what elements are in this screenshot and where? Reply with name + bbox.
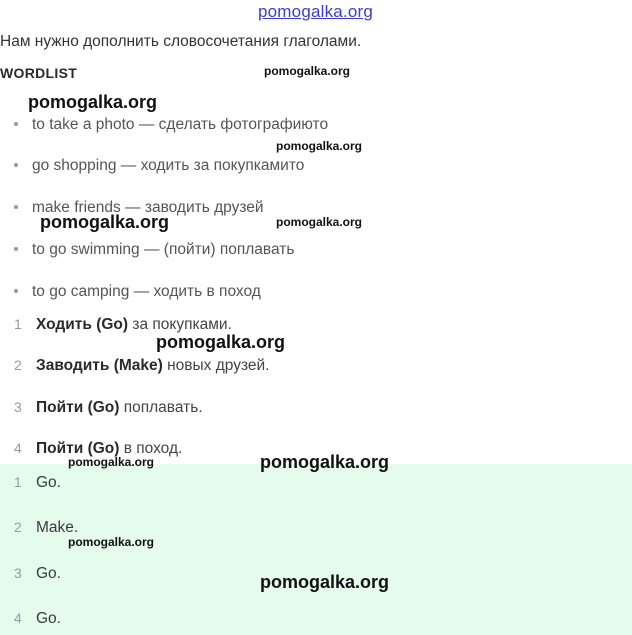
task-answer-verb: Пойти (Go) — [36, 399, 120, 416]
wordlist-item — [14, 157, 304, 175]
wordlist-title: WORDLIST — [0, 65, 78, 81]
task-number: 3 — [14, 399, 22, 415]
task-text: в поход. — [119, 440, 183, 457]
task-number: 4 — [14, 440, 22, 456]
answer-number: 2 — [14, 519, 22, 535]
answer-row — [14, 565, 61, 583]
site-link[interactable]: pomogalka.org — [258, 2, 374, 21]
answer-text: Make. — [36, 519, 79, 536]
bullet-icon — [14, 247, 18, 251]
answer-number: 1 — [14, 474, 22, 490]
answers-panel — [0, 464, 632, 635]
task-row — [14, 357, 270, 375]
watermark: pomogalka.org — [276, 215, 363, 229]
wordlist-item-text: to take a photo — сделать фотографиюто — [32, 116, 329, 133]
wordlist-item-text: go shopping — ходить за покупкамито — [32, 157, 305, 174]
watermark: pomogalka.org — [68, 535, 155, 549]
bullet-icon — [14, 122, 18, 126]
task-text: за покупками. — [128, 316, 232, 333]
watermark: pomogalka.org — [40, 212, 170, 232]
watermark: pomogalka.org — [28, 92, 158, 112]
task-text: поплавать. — [119, 399, 203, 416]
answer-text: Go. — [36, 474, 61, 491]
wordlist-item — [14, 116, 328, 134]
wordlist-item — [14, 283, 261, 301]
task-answer-verb: Заводить (Make) — [36, 357, 163, 374]
answer-text: Go. — [36, 565, 61, 582]
answer-text: Go. — [36, 610, 61, 627]
answer-number: 3 — [14, 565, 22, 581]
watermark: pomogalka.org — [276, 139, 363, 153]
task-row — [14, 399, 203, 417]
task-answer-verb: Ходить (Go) — [36, 316, 129, 333]
wordlist-item-text: to go camping — ходить в поход — [32, 283, 261, 300]
task-number: 2 — [14, 357, 22, 373]
answer-number: 4 — [14, 610, 22, 626]
wordlist-item-text: to go swimming — (пойти) поплавать — [32, 241, 295, 258]
answer-row — [14, 474, 61, 492]
watermark: pomogalka.org — [264, 64, 351, 78]
task-instruction: Нам нужно дополнить словосочетания глаголами. — [0, 33, 362, 50]
task-text: новых друзей. — [162, 357, 270, 374]
task-answer-verb: Пойти (Go) — [36, 440, 120, 457]
watermark: pomogalka.org — [260, 452, 390, 472]
bullet-icon — [14, 289, 18, 293]
watermark: pomogalka.org — [156, 332, 286, 352]
watermark: pomogalka.org — [260, 572, 390, 592]
wordlist-item — [14, 241, 294, 259]
task-number: 1 — [14, 316, 22, 332]
wordlist-item-text: make friends — заводить друзей — [32, 199, 264, 216]
answer-row — [14, 610, 61, 628]
bullet-icon — [14, 163, 18, 167]
watermark: pomogalka.org — [68, 455, 155, 469]
bullet-icon — [14, 205, 18, 209]
